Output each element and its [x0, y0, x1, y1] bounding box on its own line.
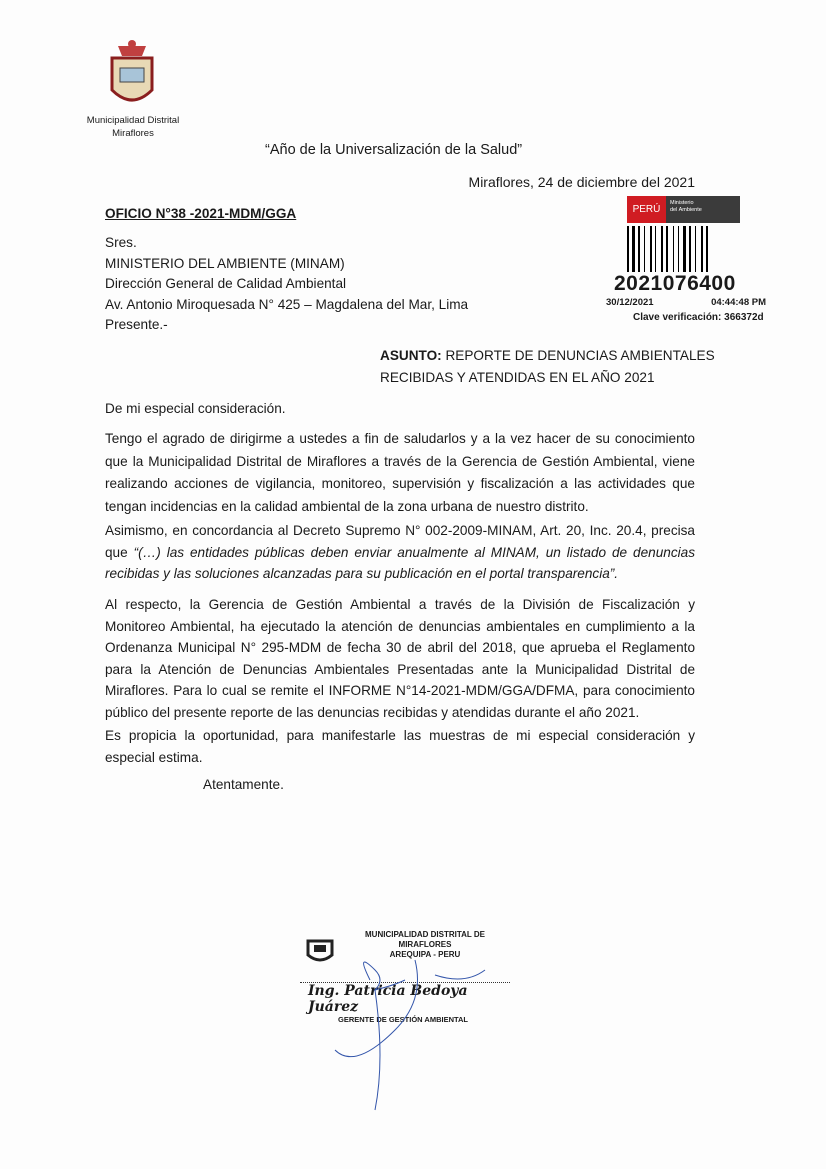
- reference-number: OFICIO N°38 -2021-MDM/GGA: [105, 206, 297, 221]
- coat-of-arms-logo: [104, 40, 160, 112]
- seal-line1: MUNICIPALIDAD DISTRITAL DE MIRAFLORES: [365, 930, 485, 949]
- barcode-bar: [689, 226, 691, 272]
- ministry-line1: Ministerio: [670, 200, 694, 206]
- subject-line2: RECIBIDAS Y ATENDIDAS EN EL AÑO 2021: [380, 369, 655, 385]
- subject-line1: REPORTE DE DENUNCIAS AMBIENTALES: [445, 348, 715, 363]
- handwritten-signature: [315, 940, 515, 1120]
- subject: [380, 345, 715, 388]
- recipient-line: Av. Antonio Miroquesada N° 425 – Magdalena del Mar, Lima: [105, 296, 469, 312]
- paragraph-1: Tengo el agrado de dirigirme a ustedes a fin de saludarlos y a la vez hacer de su conocimiento que la Municipalidad Distrital de Miraflores a través de la Gerencia de Gestión Ambiental, viene realizando acciones de vigilancia, monitoreo, supervisión y fiscalización a las actividades que tengan incidencias en la calidad ambiental de la zona urbana de nuestro distrito.: [105, 431, 695, 514]
- place-date: Miraflores, 24 de diciembre del 2021: [468, 174, 695, 190]
- barcode-bar: [695, 226, 696, 272]
- registry-number: 2021076400: [614, 272, 736, 295]
- paragraph-3: Al respecto, la Gerencia de Gestión Ambiental a través de la División de Fiscalización y Monitoreo Ambiental, ha ejecutado la atención de denuncias ambientales en cumplimiento a la Ordenanza Municipal N° 295-MDM de fecha 30 de abril del 2018, que aprueba el Reglamento para la Atención de Denuncias Ambientales Presentadas ante la Municipalidad Distrital de Miraflores. Para lo cual se remite el INFORME N°14-2021-MDM/GGA/DFMA, para conocimiento público del presente reporte de las denuncias recibidas y atendidas durante el año 2021.: [105, 597, 695, 720]
- barcode-bar: [683, 226, 686, 272]
- recipient-block: [105, 233, 468, 336]
- barcode-bar: [632, 226, 635, 272]
- greeting: De mi especial consideración.: [105, 401, 286, 416]
- paragraph-2: [105, 520, 695, 585]
- barcode: [627, 226, 740, 272]
- barcode-bar: [701, 226, 703, 272]
- ministry-line2: del Ambiente: [670, 207, 702, 213]
- recipient-line: Dirección General de Calidad Ambiental: [105, 276, 347, 291]
- barcode-bar: [627, 226, 629, 272]
- registry-datetime: [606, 297, 766, 308]
- verification-code: Clave verificación: 366372d: [633, 312, 764, 323]
- closing: Atentamente.: [203, 777, 284, 792]
- motto: “Año de la Universalización de la Salud”: [265, 142, 523, 158]
- paragraph-4: Es propicia la oportunidad, para manifestarle las muestras de mi especial consideración y especial estima.: [105, 728, 695, 765]
- recipient-line: MINISTERIO DEL AMBIENTE (MINAM): [105, 255, 345, 271]
- barcode-bar: [666, 226, 668, 272]
- barcode-bar: [678, 226, 679, 272]
- signatory-role: GERENTE DE GESTIÓN AMBIENTAL: [338, 1015, 469, 1024]
- registry-date: 30/12/2021: [606, 297, 654, 308]
- recipient-line: Presente.-: [105, 317, 168, 332]
- signatory-name: Ing. Patricia Bedoya Juárez: [300, 982, 510, 1015]
- barcode-bar: [655, 226, 656, 272]
- decree-quote: “(…) las entidades públicas deben enviar anualmente al MINAM, un listado de denuncias recibidas y las soluciones alcanzadas para su publicación en el portal transparencia”.: [105, 544, 695, 581]
- registry-time: 04:44:48 PM: [711, 297, 766, 308]
- peru-label: PERÚ: [627, 196, 666, 223]
- barcode-bar: [661, 226, 663, 272]
- paragraph-2-text: Asimismo, en concordancia al Decreto Supremo N° 002-2009-MINAM, Art. 20, Inc. 20.4, precisa que: [105, 523, 695, 560]
- barcode-bar: [706, 226, 708, 272]
- municipality-line2: Miraflores: [112, 128, 154, 139]
- seal-line2: AREQUIPA - PERU: [389, 950, 461, 959]
- ministry-label: [666, 196, 740, 223]
- barcode-bar: [673, 226, 674, 272]
- barcode-bar: [650, 226, 652, 272]
- barcode-bar: [638, 226, 640, 272]
- minam-stamp-header: [627, 196, 740, 223]
- barcode-bar: [644, 226, 645, 272]
- subject-label: ASUNTO:: [380, 348, 442, 363]
- municipality-line1: Municipalidad Distrital: [86, 115, 180, 126]
- recipient-line: Sres.: [105, 235, 137, 250]
- municipality-name: [73, 114, 193, 140]
